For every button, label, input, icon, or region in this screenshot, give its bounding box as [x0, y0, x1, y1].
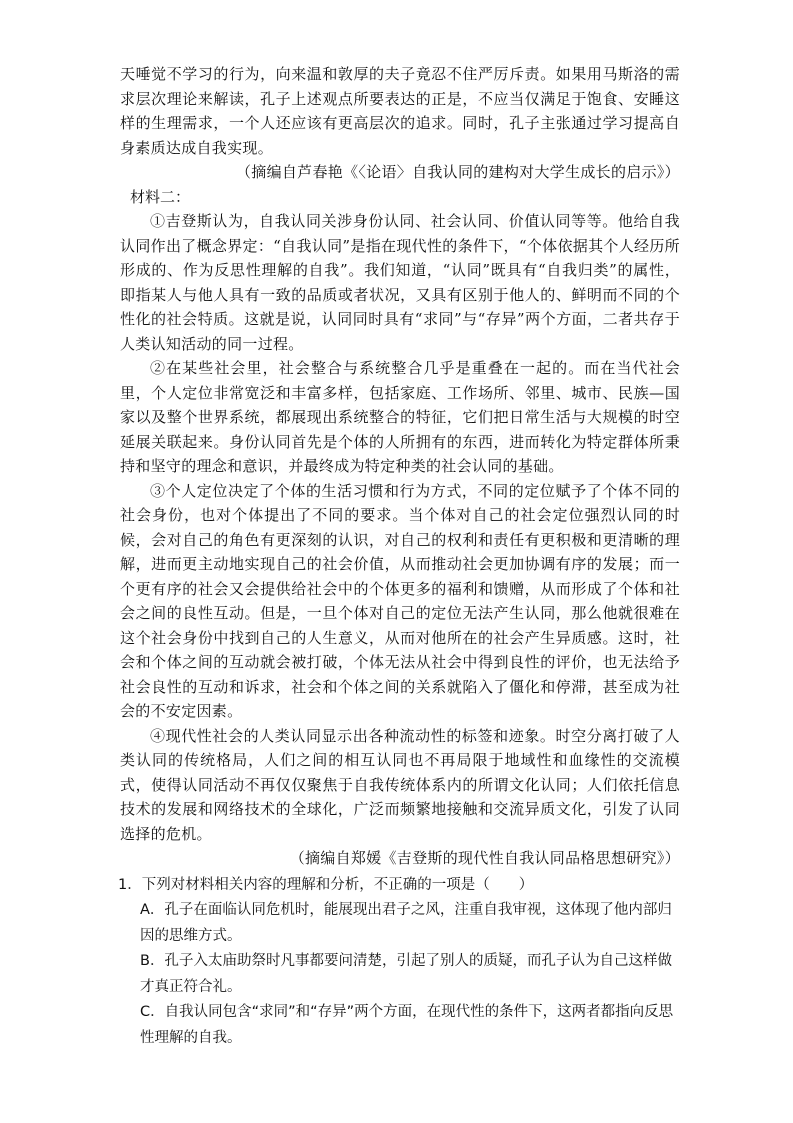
material-two-source: （摘编自郑媛《吉登斯的现代性自我认同品格思想研究》）: [289, 849, 680, 867]
material-two-paragraph-4: ④现代性社会的人类认同显示出各种流动性的标签和迹象。时空分离打破了人类认同的传统格局，人们之间的相互认同也不再局限于地域性和血缘性的交流模式，使得认同活动不再仅仅聚焦于自我传统体系内的所谓文化认同；人们依托信息技术的发展和网络技术的全球化，广泛而频繁地接触和交流异质文化，引发了认同选择的危机。: [120, 726, 680, 843]
question-1-option-b: B．孔子入太庙助祭时凡事都要问清楚，引起了别人的质疑，而孔子认为自己这样做才真正符合礼。: [140, 953, 672, 995]
material-two-label: 材料二：: [130, 187, 191, 206]
material-two-paragraph-1: ①吉登斯认为，自我认同关涉身份认同、社会认同、价值认同等等。他给自我认同作出了概念界定：“自我认同”是指在现代性的条件下，“个体依据其个人经历所形成的、作为反思性理解的自我”。我们知道，“认同”既具有“自我归类”的属性，即指某人与他人具有一致的品质或者状况，又具有区别于他人的、鲜明而不同的个性化的社会特质。这就是说，认同同时具有“求同”与“存异”两个方面，二者共存于人类认知活动的同一过程。: [120, 212, 680, 353]
question-1: [118, 873, 680, 1052]
question-1-option-a: A．孔子在面临认同危机时，能展现出君子之风，注重自我审视，这体现了他内部归因的思维方式。: [140, 902, 672, 944]
material-one-tail-paragraph: 天唾觉不学习的行为，向来温和敦厚的夫子竟忍不住严厉斥责。如果用马斯洛的需求层次理论来解读，孔子上述观点所要表达的正是，不应当仅满足于饱食、安睡这样的生理需求，一个人还应该有更高层次的追求。同时，孔子主张通过学习提高自身素质达成自我实现。: [120, 65, 680, 157]
material-two-paragraph-2: ②在某些社会里，社会整合与系统整合几乎是重叠在一起的。而在当代社会里，个人定位非常宽泛和丰富多样，包括家庭、工作场所、邻里、城市、民族—国家以及整个世界系统，都展现出系统整合的特征，它们把日常生活与大规模的时空延展关联起来。身份认同首先是个体的人所拥有的东西，进而转化为特定群体所秉持和坚守的理念和意识，并最终成为特定种类的社会认同的基础。: [120, 359, 680, 475]
question-1-option-c: C．自我认同包含“求同”和“存异”两个方面，在现代性的条件下，这两者都指向反思性理解的自我。: [140, 1004, 674, 1046]
page-content: [120, 62, 680, 1051]
question-1-stem: 1．下列对材料相关内容的理解和分析，不正确的一项是（ ）: [118, 876, 534, 893]
material-two-paragraph-3: ③个人定位决定了个体的生活习惯和行为方式，不同的定位赋予了个体不同的社会身份，也对个体提出了不同的要求。当个体对自己的社会定位强烈认同的时候，会对自己的角色有更深刻的认识，对自己的权利和责任有更积极和更清晰的理解，进而更主动地实现自己的社会价值，从而推动社会更加协调有序的发展；而一个更有序的社会又会提供给社会中的个体更多的福利和馈赠，从而形成了个体和社会之间的良性互动。但是，一旦个体对自己的定位无法产生认同，那么他就很难在这个社会身份中找到自己的人生意义，从而对他所在的社会产生异质感。这时，社会和个体之间的互动就会被打破，个体无法从社会中得到良性的评价，也无法给予社会良性的互动和诉求，社会和个体之间的关系就陷入了僵化和停滞，甚至成为社会的不安定因素。: [120, 481, 680, 720]
material-one-source: （摘编自芦春艳《〈论语〉自我认同的建构对大学生成长的启示》）: [235, 163, 680, 181]
